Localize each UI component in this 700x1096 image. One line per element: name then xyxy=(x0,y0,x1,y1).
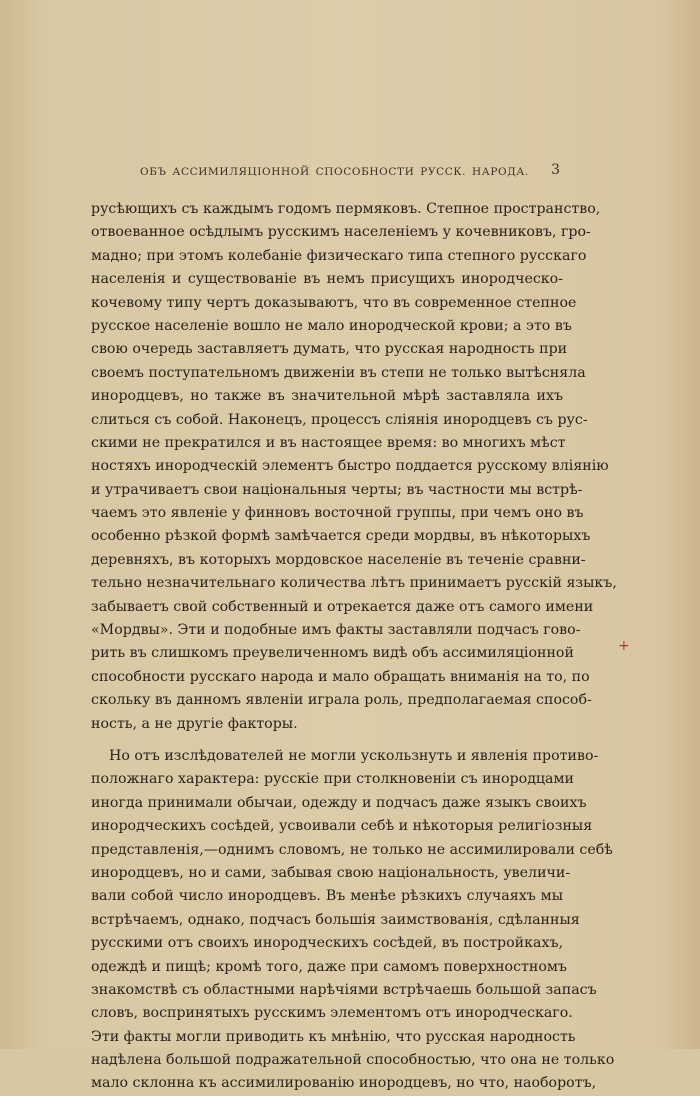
margin-mark: + xyxy=(618,638,630,654)
text-line: встрѣчаемъ, однако, подчасъ большія заимствованія, сдѣланныя xyxy=(91,911,580,928)
text-line: чаемъ это явленіе у финновъ восточной группы, при чемъ оно въ xyxy=(91,505,584,522)
text-line: Но отъ изслѣдователей не могли ускользнуть и явленія противо- xyxy=(109,747,599,764)
text-line: своемъ поступательномъ движеніи въ степи не только вытѣсняла xyxy=(91,364,586,381)
text-line: ность, а не другіе факторы. xyxy=(91,715,298,732)
paragraph-2 xyxy=(91,745,615,1096)
text-line: мало склонна къ ассимилированію инородцевъ, но что, наоборотъ, xyxy=(91,1075,597,1092)
text-line: знакомствѣ съ областными нарѣчіями встрѣчаешь большой запасъ xyxy=(91,981,597,998)
text-line: скими не прекратился и въ настоящее время: во многихъ мѣст xyxy=(91,434,566,451)
text-line: и утрачиваетъ свои національныя черты; въ частности мы встрѣ- xyxy=(91,481,583,498)
text-line: способности русскаго народа и мало обращать вниманія на то, по xyxy=(91,668,590,685)
paragraph-1 xyxy=(91,198,617,736)
text-line: особенно рѣзкой формѣ замѣчается среди мордвы, въ нѣкоторыхъ xyxy=(91,528,591,545)
text-line: иногда принимали обычаи, одежду и подчасъ даже языкъ своихъ xyxy=(91,794,587,811)
text-line: населенія и существованіе въ немъ присущихъ инородческо- xyxy=(91,271,563,288)
text-line: кочевому типу чертъ доказываютъ, что въ современное степное xyxy=(91,294,577,311)
text-line: ностяхъ инородческій элементъ быстро поддается русскому вліянію xyxy=(91,458,609,475)
text-line: одеждѣ и пищѣ; кромѣ того, даже при самомъ поверхностномъ xyxy=(91,958,567,975)
text-line: словъ, воспринятыхъ русскимъ элементомъ отъ инородческаго. xyxy=(91,1005,573,1022)
text-line: инородцевъ, но также въ значительной мѣрѣ заставляла ихъ xyxy=(91,388,563,405)
text-line: вали собой число инородцевъ. Въ менѣе рѣзкихъ случаяхъ мы xyxy=(91,888,563,905)
text-line: свою очередь заставляетъ думать, что русская народность при xyxy=(91,341,568,358)
text-line: русскими отъ своихъ инородческихъ сосѣдей, въ постройкахъ, xyxy=(91,935,563,952)
page-number: 3 xyxy=(551,162,560,178)
text-line: русѣющихъ съ каждымъ годомъ пермяковъ. Степное пространство, xyxy=(91,201,601,217)
text-line: инородцевъ, но и сами, забывая свою національность, увеличи- xyxy=(91,864,571,881)
text-line: инородческихъ сосѣдей, усвоивали себѣ и нѣкоторыя религіозныя xyxy=(91,818,593,835)
text-line: рить въ слишкомъ преувеличенномъ видѣ объ ассимиляціонной xyxy=(91,645,574,662)
text-line: представленія,—однимъ словомъ, не только не ассимилировали себѣ xyxy=(91,841,613,858)
text-line: русское населеніе вошло не мало инородческой крови; а это въ xyxy=(91,317,572,334)
text-line: положнаго характера: русскіе при столкновеніи съ инородцами xyxy=(91,771,575,788)
page-header xyxy=(140,162,560,182)
text-line: деревняхъ, въ которыхъ мордовское населеніе въ теченіе сравни- xyxy=(91,551,586,568)
text-line: скольку въ данномъ явленіи играла роль, предполагаемая способ- xyxy=(91,692,592,709)
text-line: тельно незначительнаго количества лѣтъ принимаетъ русскій языкъ, xyxy=(91,575,617,592)
text-line: «Мордвы». Эти и подобные имъ факты заставляли подчасъ гово- xyxy=(91,622,581,639)
text-line: слиться съ собой. Наконецъ, процессъ сліянія инородцевъ съ рус- xyxy=(91,411,588,428)
text-line: отвоеванное осѣдлымъ русскимъ населеніемъ у кочевниковъ, гро- xyxy=(91,224,591,241)
running-title: ОБЪ АССИМИЛЯЦІОННОЙ СПОСОБНОСТИ РУСCК. НАРОДА. xyxy=(140,166,529,178)
text-line: надѣлена большой подражательной способностью, что она не только xyxy=(91,1052,615,1069)
body-text xyxy=(91,198,617,1096)
text-line: забываетъ свой собственный и отрекается даже отъ самого имени xyxy=(91,598,594,615)
text-line: мадно; при этомъ колебаніе физическаго типа степного русскаго xyxy=(91,247,587,264)
text-line: Эти факты могли приводить къ мнѣнію, что русская народность xyxy=(91,1028,576,1045)
